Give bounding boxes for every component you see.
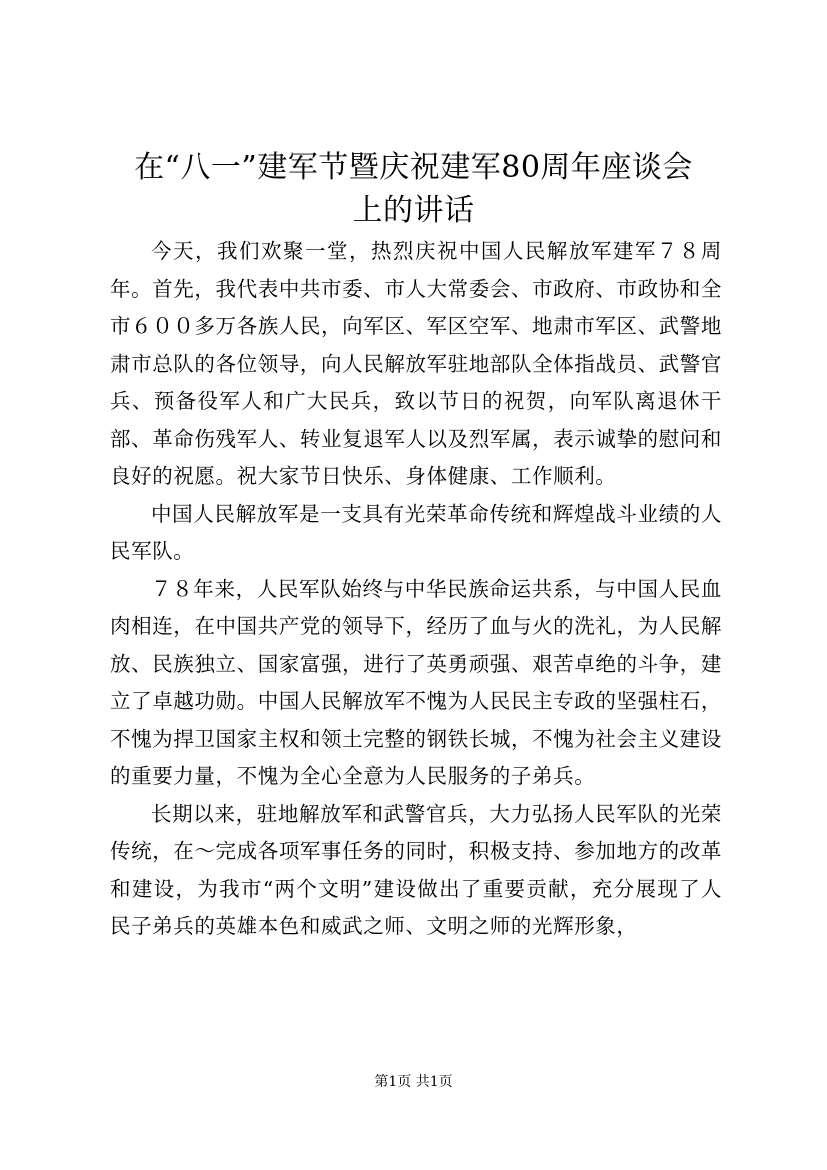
paragraph: 中国人民解放军是一支具有光荣革命传统和辉煌战斗业绩的人民军队。: [110, 501, 722, 563]
document-title-line-1: 在“八一”建军节暨庆祝建军80周年座谈会: [134, 150, 693, 185]
page-number-footer: 第1页 共1页: [374, 1074, 453, 1090]
document-title-line-2: 上的讲话: [352, 193, 475, 228]
paragraph: ７８年来，人民军队始终与中华民族命运共系，与中国人民血肉相连，在中国共产党的领导下，经历了血与火的洗礼，为人民解放、民族独立、国家富强，进行了英勇顽强、艰苦卓绝的斗争，建立了卓越功勋。中国人民解放军不愧为人民民主专政的坚强柱石，不愧为捍卫国家主权和领土完整的钢铁长城，不愧为社会主义建设的重要力量，不愧为全心全意为人民服务的子弟兵。: [110, 576, 722, 788]
paragraph: 长期以来，驻地解放军和武警官兵，大力弘扬人民军队的光荣传统，在～完成各项军事任务的同时，积极支持、参加地方的改革和建设，为我市“两个文明”建设做出了重要贡献，充分展现了人民子弟兵的英雄本色和威武之师、文明之师的光辉形象，: [110, 801, 722, 938]
document-body: [110, 233, 722, 946]
paragraph: 今天，我们欢聚一堂，热烈庆祝中国人民解放军建军７８周年。首先，我代表中共市委、市人大常委会、市政府、市政协和全市６００多万各族人民，向军区、军区空军、地肃市军区、武警地肃市总队的各位领导，向人民解放军驻地部队全体指战员、武警官兵、预备役军人和广大民兵，致以节日的祝贺，向军队离退休干部、革命伤残军人、转业复退军人以及烈军属，表示诚挚的慰问和良好的祝愿。祝大家节日快乐、身体健康、工作顺利。: [110, 239, 722, 488]
